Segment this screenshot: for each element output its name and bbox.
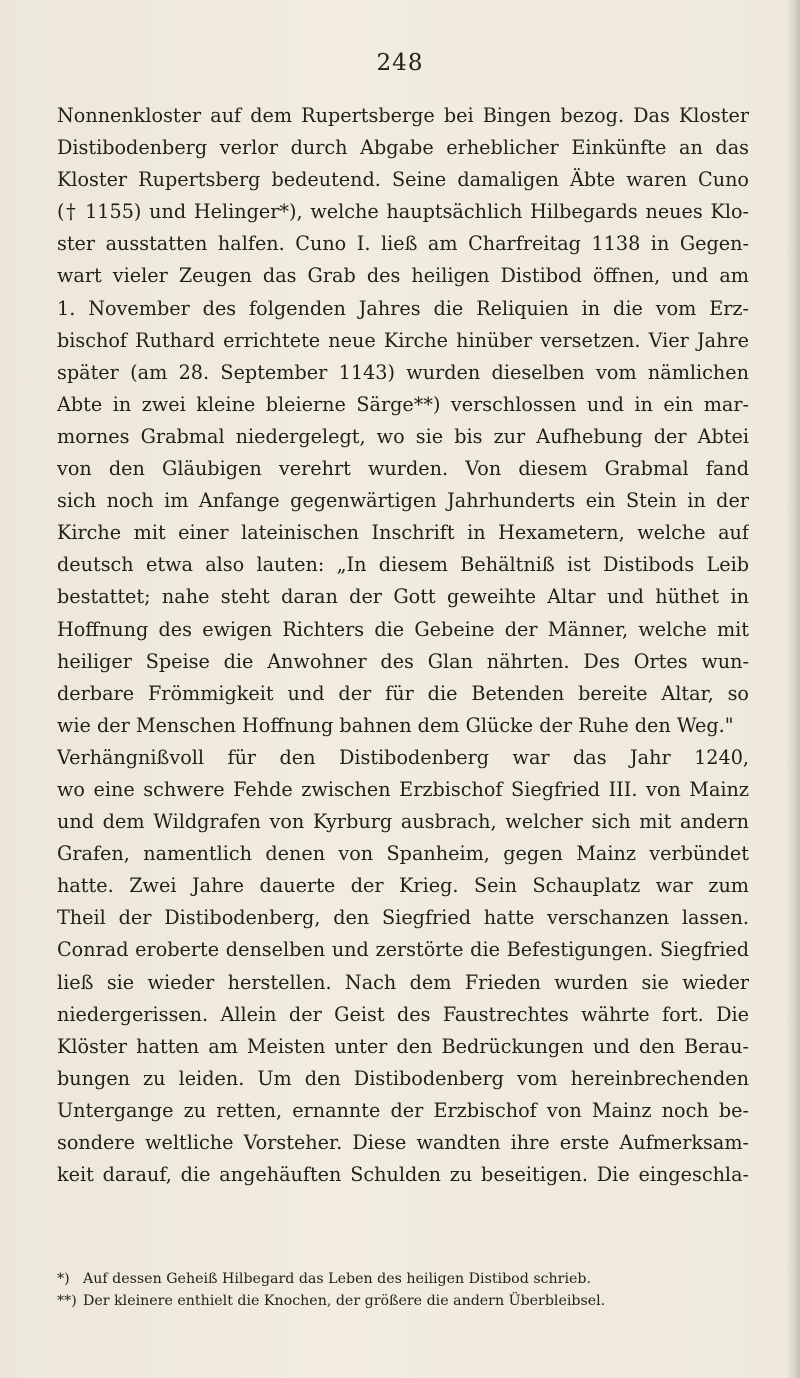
text-line: bungen zu leiden. Um den Distibodenberg vom hereinbrechenden	[57, 1066, 749, 1090]
footnote-mark: *)	[57, 1271, 70, 1287]
footnote-mark: **)	[57, 1293, 77, 1309]
text-line: Theil der Distibodenberg, den Siegfried hatte verschanzen lassen.	[57, 906, 749, 930]
text-line: Conrad eroberte denselben und zerstörte die Befestigungen. Siegfried	[57, 938, 749, 962]
text-line: 1. November des folgenden Jahres die Reliquien in die vom Erz-	[57, 296, 749, 320]
footnotes	[57, 1268, 749, 1312]
footnote	[57, 1268, 749, 1290]
text-line: derbare Frömmigkeit und der für die Betenden bereite Altar, so	[57, 681, 749, 705]
text-line: heiliger Speise die Anwohner des Glan nährten. Des Ortes wun-	[57, 649, 749, 673]
text-line: bestattet; nahe steht daran der Gott geweihte Altar und hüthet in	[57, 585, 749, 609]
text-line: ließ sie wieder herstellen. Nach dem Frieden wurden sie wieder	[57, 970, 749, 994]
footnote-text: Auf dessen Geheiß Hilbegard das Leben des heiligen Distibod schrieb.	[83, 1271, 591, 1287]
text-line: Hoffnung des ewigen Richters die Gebeine der Männer, welche mit	[57, 617, 749, 641]
text-line: ster ausstatten halfen. Cuno I. ließ am Charfreitag 1138 in Gegen-	[57, 232, 749, 256]
text-line: keit darauf, die angehäuften Schulden zu beseitigen. Die eingeschla-	[57, 1163, 749, 1187]
text-line: Distibodenberg verlor durch Abgabe erheblicher Einkünfte an das	[57, 136, 749, 160]
text-line: von den Gläubigen verehrt wurden. Von diesem Grabmal fand	[57, 457, 749, 481]
text-line: später (am 28. September 1143) wurden dieselben vom nämlichen	[57, 360, 749, 384]
text-line: wo eine schwere Fehde zwischen Erzbischof Siegfried III. von Mainz	[57, 777, 749, 801]
text-line: Abte in zwei kleine bleierne Särge**) verschlossen und in ein mar-	[57, 392, 749, 416]
text-line: Grafen, namentlich denen von Spanheim, gegen Mainz verbündet	[57, 842, 749, 866]
text-line: niedergerissen. Allein der Geist des Faustrechtes währte fort. Die	[57, 1002, 749, 1026]
text-line: hatte. Zwei Jahre dauerte der Krieg. Sein Schauplatz war zum	[57, 874, 749, 898]
page-number: 248	[376, 50, 424, 76]
text-line: Kirche mit einer lateinischen Inschrift in Hexametern, welche auf	[57, 521, 749, 545]
text-line: Untergange zu retten, ernannte der Erzbischof von Mainz noch be-	[57, 1098, 749, 1122]
text-line: mornes Grabmal niedergelegt, wo sie bis zur Aufhebung der Abtei	[57, 424, 749, 448]
text-line: wart vieler Zeugen das Grab des heiligen Distibod öffnen, und am	[57, 264, 749, 288]
text-line: sondere weltliche Vorsteher. Diese wandten ihre erste Aufmerksam-	[57, 1131, 749, 1154]
text-line: Klöster hatten am Meisten unter den Bedrückungen und den Berau-	[57, 1034, 749, 1058]
text-line: Nonnenkloster auf dem Rupertsberge bei Bingen bezog. Das Kloster	[57, 104, 749, 127]
text-line: deutsch etwa also lauten: „In diesem Behältniß ist Distibods Leib	[57, 553, 749, 577]
text-line: sich noch im Anfange gegenwärtigen Jahrhunderts ein Stein in der	[57, 489, 749, 513]
page-edge-shadow	[786, 0, 800, 1378]
text-line: († 1155) und Helinger*), welche hauptsächlich Hilbegards neues Klo-	[57, 200, 749, 224]
text-line: bischof Ruthard errichtete neue Kirche hinüber versetzen. Vier Jahre	[57, 328, 749, 352]
text-line: Kloster Rupertsberg bedeutend. Seine damaligen Äbte waren Cuno	[57, 168, 749, 192]
footnote	[57, 1290, 749, 1312]
text-line: wie der Menschen Hoffnung bahnen dem Glücke der Ruhe den Weg."	[57, 713, 734, 737]
footnote-text: Der kleinere enthielt die Knochen, der größere die andern Überbleibsel.	[83, 1293, 606, 1309]
text-line: und dem Wildgrafen von Kyrburg ausbrach, welcher sich mit andern	[57, 810, 749, 834]
body-text	[57, 100, 749, 1191]
text-line: Verhängnißvoll für den Distibodenberg war das Jahr 1240,	[57, 745, 749, 769]
